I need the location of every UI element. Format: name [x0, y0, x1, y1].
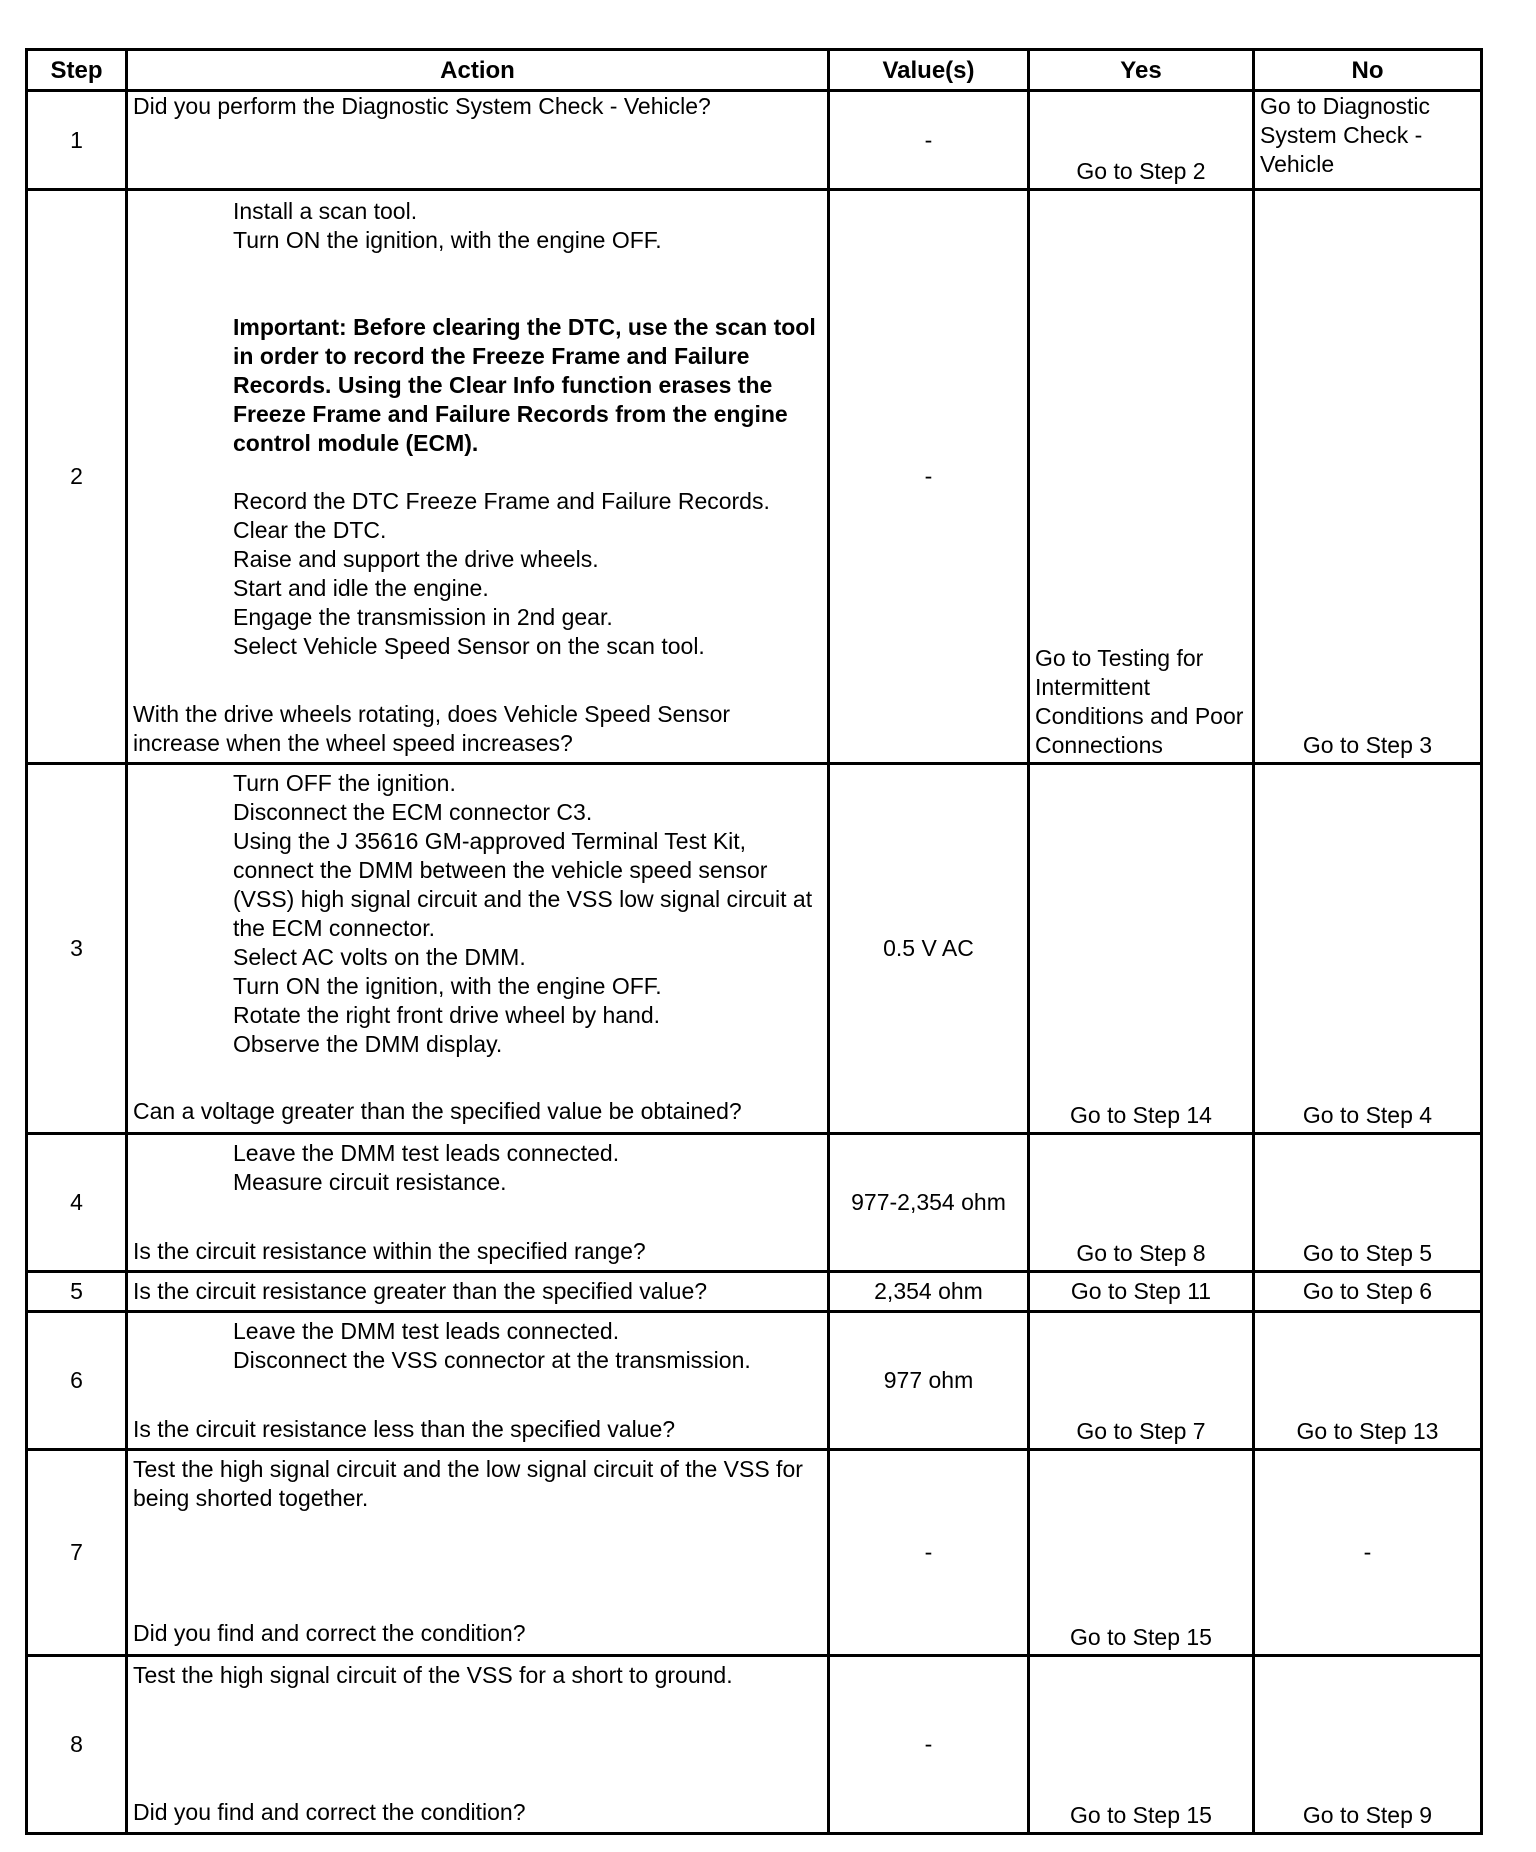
action-cell — [127, 1312, 829, 1450]
no-cell: Go to Step 9 — [1254, 1656, 1482, 1834]
table-row — [27, 190, 1482, 764]
action-step: Clear the DTC. — [233, 517, 387, 543]
action-cell — [127, 1450, 829, 1656]
action-instruction: Test the high signal circuit of the VSS for a short to ground. — [133, 1662, 733, 1688]
yes-cell: Go to Step 7 — [1029, 1312, 1254, 1450]
action-step: Leave the DMM test leads connected. — [233, 1318, 620, 1344]
table-row — [27, 1134, 1482, 1272]
step-number: 4 — [27, 1134, 127, 1272]
action-step: Select AC volts on the DMM. — [233, 944, 526, 970]
no-cell: Go to Step 13 — [1254, 1312, 1482, 1450]
action-steps — [133, 1139, 822, 1197]
action-step: Measure circuit resistance. — [233, 1169, 507, 1195]
no-cell: Go to Step 4 — [1254, 764, 1482, 1134]
action-step: Leave the DMM test leads connected. — [233, 1140, 620, 1166]
action-step: Turn OFF the ignition. — [233, 770, 456, 796]
step-number: 1 — [27, 91, 127, 190]
table-row — [27, 91, 1482, 190]
diagnostic-table — [25, 48, 1483, 1835]
action-question: Can a voltage greater than the specified value be obtained? — [133, 1098, 742, 1124]
yes-cell: Go to Step 8 — [1029, 1134, 1254, 1272]
yes-cell: Go to Step 15 — [1029, 1450, 1254, 1656]
action-steps — [133, 487, 822, 661]
action-question: Is the circuit resistance greater than the specified value? — [127, 1272, 829, 1312]
yes-cell: Go to Step 15 — [1029, 1656, 1254, 1834]
value-cell: - — [829, 91, 1029, 190]
table-row — [27, 1656, 1482, 1834]
no-cell: - — [1254, 1450, 1482, 1656]
header-step: Step — [27, 50, 127, 91]
no-cell: Go to Step 6 — [1254, 1272, 1482, 1312]
yes-cell: Go to Step 2 — [1029, 91, 1254, 190]
value-cell: 0.5 V AC — [829, 764, 1029, 1134]
no-cell: Go to Step 5 — [1254, 1134, 1482, 1272]
action-steps — [133, 197, 822, 255]
action-step: Turn ON the ignition, with the engine OFF. — [233, 973, 662, 999]
table-row — [27, 1312, 1482, 1450]
action-steps — [133, 1317, 822, 1375]
table-row — [27, 1450, 1482, 1656]
action-step: Raise and support the drive wheels. — [233, 546, 599, 572]
action-question: With the drive wheels rotating, does Vehicle Speed Sensor increase when the wheel speed increases? — [133, 701, 731, 756]
action-question: Is the circuit resistance less than the specified value? — [133, 1416, 676, 1442]
step-number: 5 — [27, 1272, 127, 1312]
important-note: Important: Before clearing the DTC, use the scan tool in order to record the Freeze Frame and Failure Records. Using the Clear Info function erases the Freeze Frame and Failure Records from the engine control module (ECM). — [233, 314, 816, 456]
header-no: No — [1254, 50, 1482, 91]
value-cell: - — [829, 1450, 1029, 1656]
action-step: Disconnect the VSS connector at the transmission. — [233, 1347, 751, 1373]
no-cell: Go to Step 3 — [1254, 190, 1482, 764]
step-number: 7 — [27, 1450, 127, 1656]
action-step: Disconnect the ECM connector C3. — [233, 799, 593, 825]
yes-cell: Go to Testing for Intermittent Conditions and Poor Connections — [1029, 190, 1254, 764]
header-action: Action — [127, 50, 829, 91]
step-number: 8 — [27, 1656, 127, 1834]
value-cell: 977 ohm — [829, 1312, 1029, 1450]
step-number: 3 — [27, 764, 127, 1134]
action-step: Turn ON the ignition, with the engine OFF. — [233, 227, 662, 253]
action-cell — [127, 1134, 829, 1272]
action-step: Record the DTC Freeze Frame and Failure Records. — [233, 488, 770, 514]
action-step: Engage the transmission in 2nd gear. — [233, 604, 613, 630]
action-step: Select Vehicle Speed Sensor on the scan tool. — [233, 633, 705, 659]
action-step: Install a scan tool. — [233, 198, 418, 224]
action-step: Using the J 35616 GM-approved Terminal Test Kit, connect the DMM between the vehicle speed sensor (VSS) high signal circuit and the VSS low signal circuit at the ECM connector. — [233, 828, 813, 941]
value-cell: - — [829, 190, 1029, 764]
step-number: 6 — [27, 1312, 127, 1450]
table-row — [27, 764, 1482, 1134]
yes-cell: Go to Step 14 — [1029, 764, 1254, 1134]
header-row — [27, 50, 1482, 91]
action-cell — [127, 190, 829, 764]
value-cell: 977-2,354 ohm — [829, 1134, 1029, 1272]
action-cell — [127, 764, 829, 1134]
value-cell: 2,354 ohm — [829, 1272, 1029, 1312]
header-values: Value(s) — [829, 50, 1029, 91]
action-steps — [133, 769, 822, 1059]
action-cell — [127, 1656, 829, 1834]
header-yes: Yes — [1029, 50, 1254, 91]
table-row — [27, 1272, 1482, 1312]
action-question: Did you find and correct the condition? — [133, 1799, 526, 1825]
action-step: Observe the DMM display. — [233, 1031, 503, 1057]
action-step: Rotate the right front drive wheel by hand. — [233, 1002, 661, 1028]
step-number: 2 — [27, 190, 127, 764]
yes-cell: Go to Step 11 — [1029, 1272, 1254, 1312]
action-question: Did you perform the Diagnostic System Check - Vehicle? — [127, 91, 829, 190]
no-cell: Go to Diagnostic System Check - Vehicle — [1254, 91, 1482, 190]
action-question: Is the circuit resistance within the specified range? — [133, 1238, 646, 1264]
action-instruction: Test the high signal circuit and the low signal circuit of the VSS for being shorted together. — [133, 1456, 803, 1511]
action-question: Did you find and correct the condition? — [133, 1620, 526, 1646]
action-step: Start and idle the engine. — [233, 575, 489, 601]
value-cell: - — [829, 1656, 1029, 1834]
